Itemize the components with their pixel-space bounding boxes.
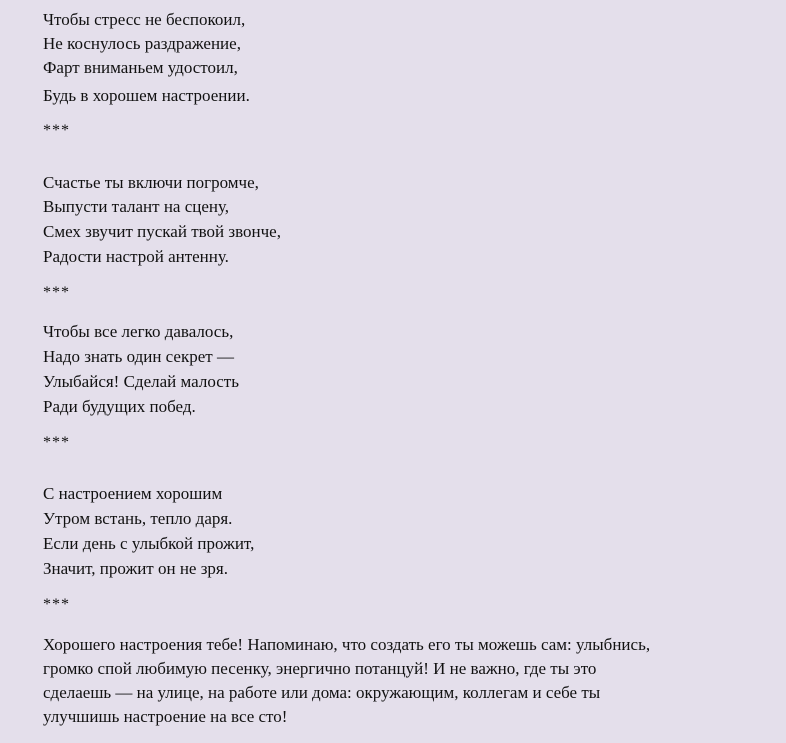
closing-paragraph-line-4: улучшишь настроение на все сто!	[43, 707, 288, 726]
stanza-2-line-1: Счастье ты включи погромче,	[43, 173, 259, 192]
stanza-separator-1: ***	[43, 122, 70, 139]
stanza-separator-2: ***	[43, 284, 70, 301]
stanza-separator-3: ***	[43, 434, 70, 451]
stanza-4-line-1: С настроением хорошим	[43, 484, 223, 503]
stanza-1-line-3: Фарт вниманьем удостоил,	[43, 58, 238, 77]
stanza-3-line-1: Чтобы все легко давалось,	[43, 322, 234, 341]
stanza-2-line-3: Смех звучит пускай твой звонче,	[43, 222, 281, 241]
stanza-4-line-3: Если день с улыбкой прожит,	[43, 534, 255, 553]
stanza-1-line-2: Не коснулось раздражение,	[43, 34, 241, 53]
closing-paragraph-line-3: сделаешь — на улице, на работе или дома: окружающим, коллегам и себе ты	[43, 683, 601, 702]
stanza-4-line-4: Значит, прожит он не зря.	[43, 559, 228, 578]
stanza-3-line-3: Улыбайся! Сделай малость	[43, 372, 239, 391]
stanza-1-line-4: Будь в хорошем настроении.	[43, 86, 250, 105]
stanza-1-line-1: Чтобы стресс не беспокоил,	[43, 10, 246, 29]
stanza-3-line-4: Ради будущих побед.	[43, 397, 196, 416]
closing-paragraph	[43, 633, 743, 729]
stanza-4-line-2: Утром встань, тепло даря.	[43, 509, 233, 528]
stanza-separator-4: ***	[43, 596, 70, 613]
closing-paragraph-line-1: Хорошего настроения тебе! Напоминаю, что создать его ты можешь сам: улыбнись,	[43, 635, 651, 654]
stanza-2-line-2: Выпусти талант на сцену,	[43, 197, 230, 216]
closing-paragraph-line-2: громко спой любимую песенку, энергично потанцуй! И не важно, где ты это	[43, 659, 597, 678]
stanza-2-line-4: Радости настрой антенну.	[43, 247, 229, 266]
stanza-3-line-2: Надо знать один секрет —	[43, 347, 234, 366]
